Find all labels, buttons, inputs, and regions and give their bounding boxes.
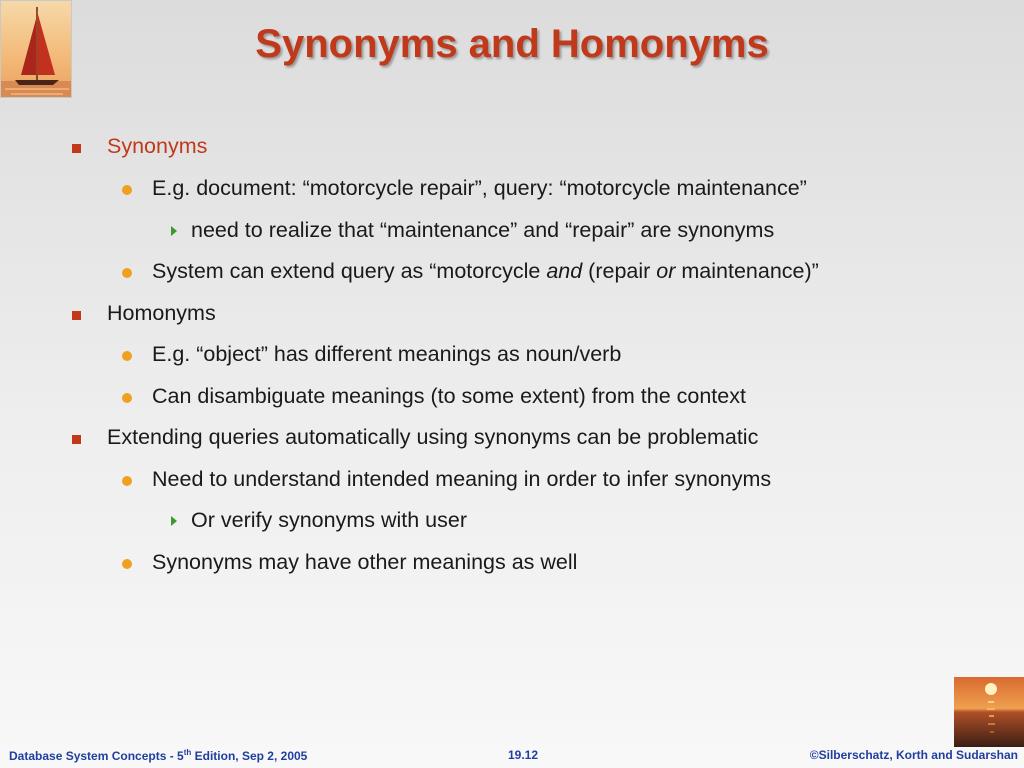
sunset-icon xyxy=(954,677,1024,747)
triangle-bullet-icon xyxy=(171,516,177,526)
footer-text: Database System Concepts - 5 xyxy=(9,749,184,763)
bullet-text: E.g. document: “motorcycle repair”, query: “motorcycle maintenance” xyxy=(152,176,807,200)
circle-bullet-icon xyxy=(122,393,132,403)
circle-bullet-icon xyxy=(122,185,132,195)
bullet-text: Or verify synonyms with user xyxy=(191,508,467,532)
circle-bullet-icon xyxy=(122,559,132,569)
circle-bullet-icon xyxy=(122,351,132,361)
bullet-text: need to realize that “maintenance” and “repair” are synonyms xyxy=(191,218,775,242)
bullet-text: E.g. “object” has different meanings as noun/verb xyxy=(152,342,622,366)
text-run: maintenance)” xyxy=(675,259,819,283)
footer-copyright: ©Silberschatz, Korth and Sudarshan xyxy=(809,748,1018,762)
text-run-italic-or: or xyxy=(656,259,676,283)
square-bullet-icon xyxy=(72,311,81,320)
text-run: (repair xyxy=(582,259,657,283)
triangle-bullet-icon xyxy=(171,226,177,236)
footer-book-info xyxy=(9,748,307,763)
bullet-text: Synonyms xyxy=(107,134,208,158)
bullet-text: Extending queries automatically using synonyms can be problematic xyxy=(107,425,759,449)
bullet-text: Can disambiguate meanings (to some extent) from the context xyxy=(152,384,746,408)
slide-footer xyxy=(0,745,1024,768)
circle-bullet-icon xyxy=(122,268,132,278)
bullet-text xyxy=(152,259,819,284)
circle-bullet-icon xyxy=(122,476,132,486)
bullet-text: Homonyms xyxy=(107,301,216,325)
text-run: System can extend query as “motorcycle xyxy=(152,259,547,283)
bullet-text: Synonyms may have other meanings as well xyxy=(152,550,578,574)
slide-title: Synonyms and Homonyms xyxy=(255,22,769,66)
bullet-text: Need to understand intended meaning in order to infer synonyms xyxy=(152,467,772,491)
footer-superscript: th xyxy=(183,748,192,757)
footer-text: Edition, Sep 2, 2005 xyxy=(191,749,308,763)
square-bullet-icon xyxy=(72,144,81,153)
square-bullet-icon xyxy=(72,435,81,444)
text-run-italic-and: and xyxy=(546,259,583,283)
slide-number: 19.12 xyxy=(508,748,539,762)
